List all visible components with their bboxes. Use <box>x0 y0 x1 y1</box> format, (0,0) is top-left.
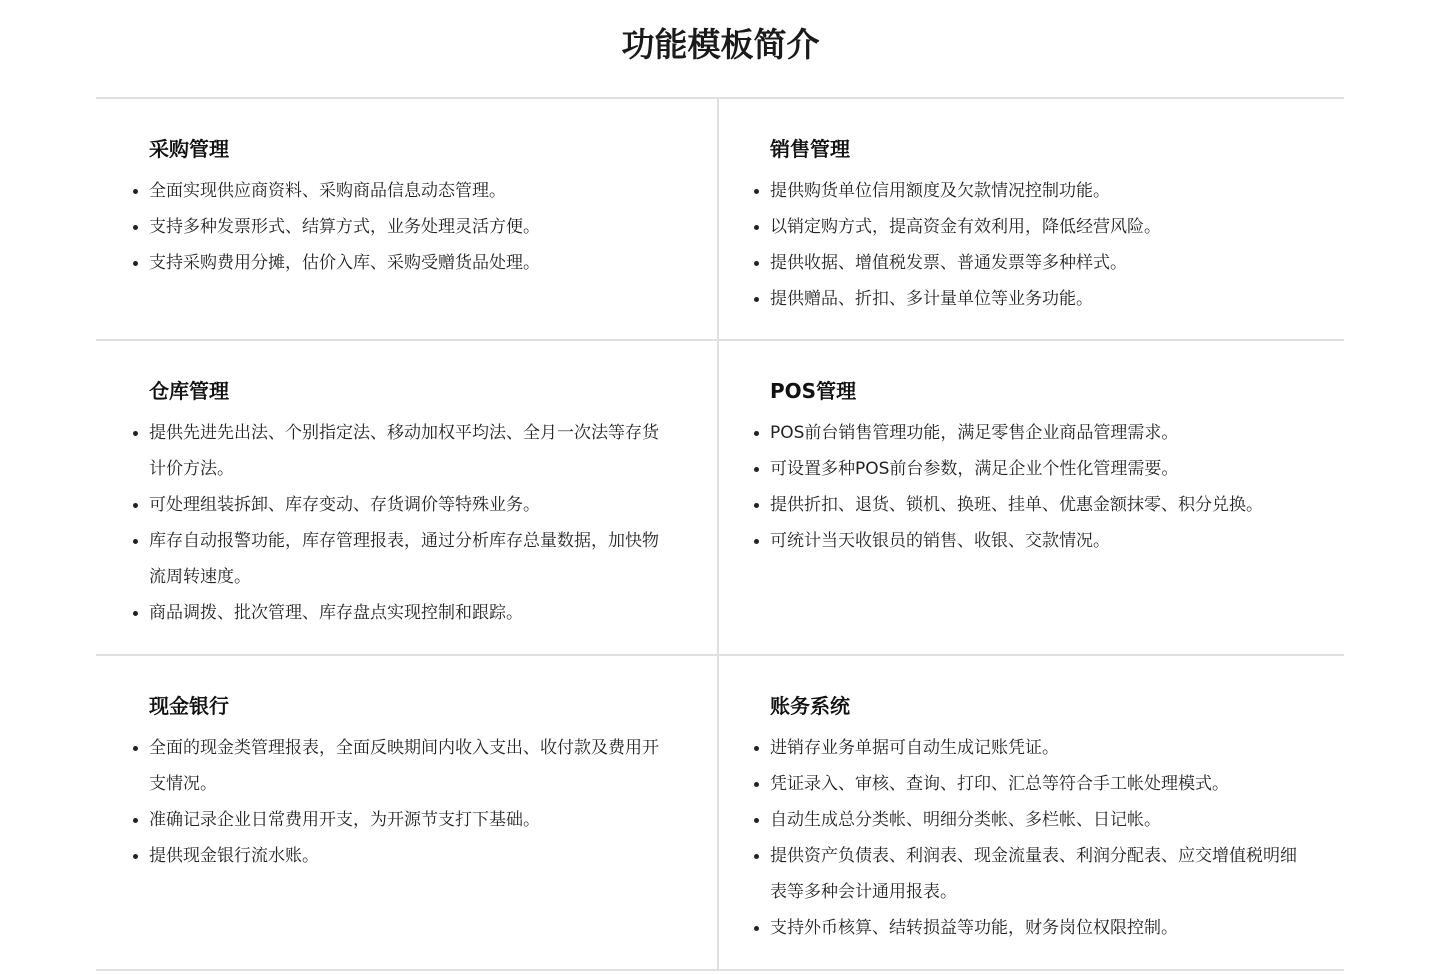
section-warehouse <box>96 341 719 656</box>
list-item: 提供先进先出法、个别指定法、移动加权平均法、全月一次法等存货计价方法。 <box>149 415 674 487</box>
page-title: 功能模板简介 <box>621 25 820 64</box>
list-item: 以销定购方式，提高资金有效利用，降低经营风险。 <box>770 209 1298 245</box>
list-item: 提供购货单位信用额度及欠款情况控制功能。 <box>770 173 1298 209</box>
section-sales <box>719 99 1344 341</box>
list-item: 自动生成总分类帐、明细分类帐、多栏帐、日记帐。 <box>770 802 1298 838</box>
feature-list <box>149 173 677 281</box>
list-item: 全面实现供应商资料、采购商品信息动态管理。 <box>149 173 674 209</box>
section-title: 销售管理 <box>770 137 850 161</box>
section-title: POS管理 <box>770 379 857 403</box>
list-item: 进销存业务单据可自动生成记账凭证。 <box>770 730 1298 766</box>
section-accounting <box>719 656 1344 971</box>
list-item: 提供资产负债表、利润表、现金流量表、利润分配表、应交增值税明细表等多种会计通用报表。 <box>770 838 1298 910</box>
list-item: 支持多种发票形式、结算方式，业务处理灵活方便。 <box>149 209 674 245</box>
list-item: 提供收据、增值税发票、普通发票等多种样式。 <box>770 245 1298 281</box>
list-item: 提供现金银行流水账。 <box>149 838 674 874</box>
feature-list <box>770 730 1304 946</box>
list-item: 可处理组装拆卸、库存变动、存货调价等特殊业务。 <box>149 487 674 523</box>
list-item: 库存自动报警功能，库存管理报表，通过分析库存总量数据，加快物流周转速度。 <box>149 523 674 595</box>
feature-list <box>149 415 677 631</box>
feature-list <box>770 415 1304 559</box>
list-item: 提供折扣、退货、锁机、换班、挂单、优惠金额抹零、积分兑换。 <box>770 487 1298 523</box>
section-pos <box>719 341 1344 656</box>
section-title: 仓库管理 <box>149 379 229 403</box>
list-item: 准确记录企业日常费用开支，为开源节支打下基础。 <box>149 802 674 838</box>
list-item: 可设置多种POS前台参数，满足企业个性化管理需要。 <box>770 451 1298 487</box>
section-title: 账务系统 <box>770 694 850 718</box>
list-item: 凭证录入、审核、查询、打印、汇总等符合手工帐处理模式。 <box>770 766 1298 802</box>
list-item: 支持外币核算、结转损益等功能，财务岗位权限控制。 <box>770 910 1298 946</box>
feature-grid <box>96 97 1344 971</box>
list-item: 支持采购费用分摊，估价入库、采购受赠货品处理。 <box>149 245 674 281</box>
section-cash-bank <box>96 656 719 971</box>
section-title: 采购管理 <box>149 137 229 161</box>
section-title: 现金银行 <box>149 694 229 718</box>
list-item: 提供赠品、折扣、多计量单位等业务功能。 <box>770 281 1298 317</box>
feature-list <box>149 730 677 874</box>
list-item: POS前台销售管理功能，满足零售企业商品管理需求。 <box>770 415 1298 451</box>
list-item: 全面的现金类管理报表，全面反映期间内收入支出、收付款及费用开支情况。 <box>149 730 674 802</box>
feature-list <box>770 173 1304 317</box>
section-purchase <box>96 99 719 341</box>
list-item: 商品调拨、批次管理、库存盘点实现控制和跟踪。 <box>149 595 674 631</box>
list-item: 可统计当天收银员的销售、收银、交款情况。 <box>770 523 1298 559</box>
